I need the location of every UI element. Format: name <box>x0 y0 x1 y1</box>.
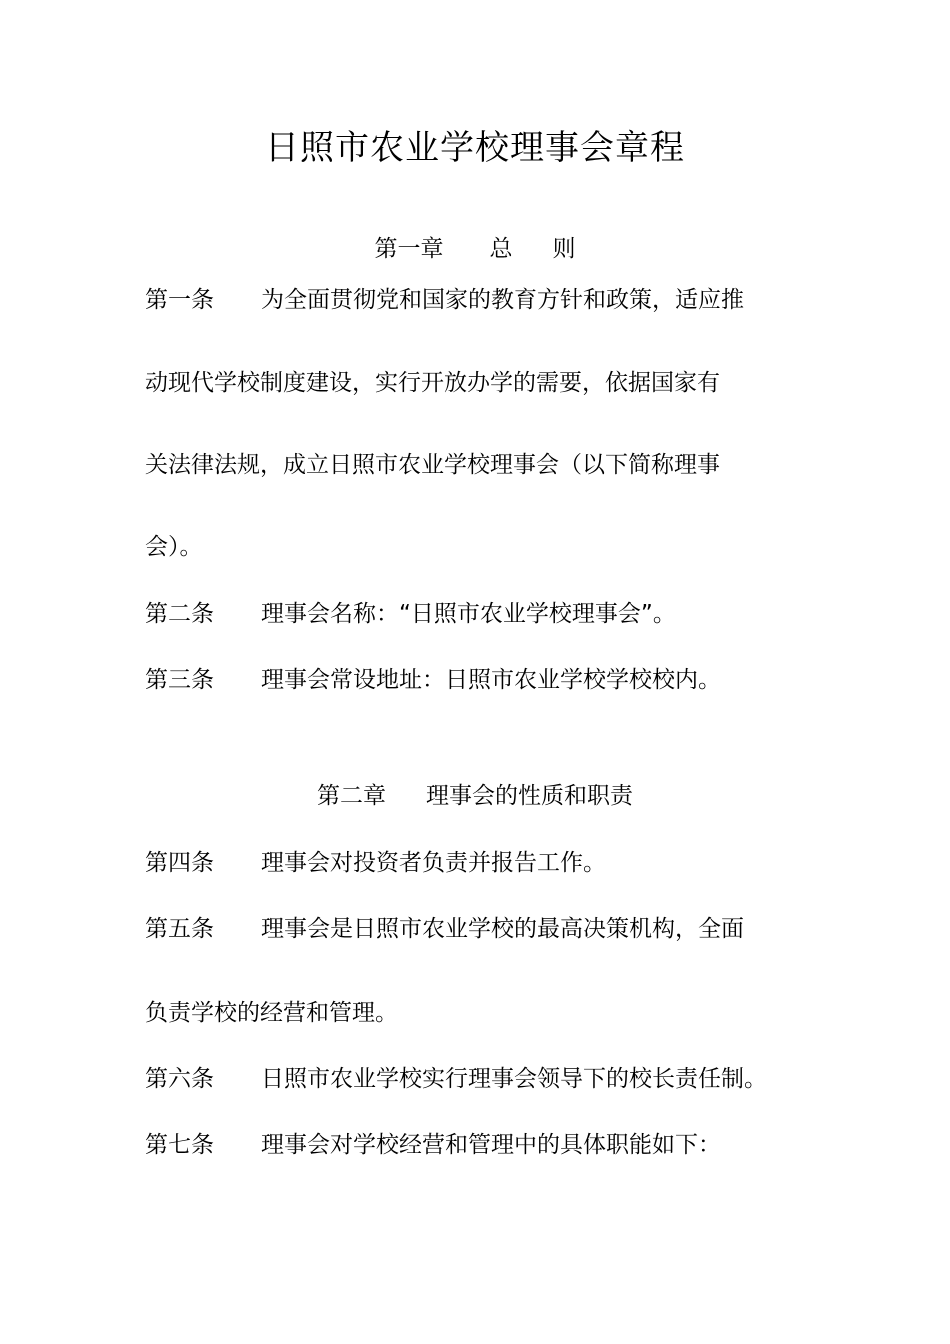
article-1-line-2: 动现代学校制度建设，实行开放办学的需要，依据国家有 <box>145 370 720 396</box>
article-6-label: 第六条 <box>145 1066 214 1092</box>
article-4 <box>145 846 606 880</box>
chapter-1-name-b: 则 <box>552 236 576 262</box>
article-1-line-4: 会）。 <box>145 534 203 560</box>
article-5-line-1 <box>145 912 744 946</box>
document-title: 日照市农业学校理事会章程 <box>265 128 685 168</box>
article-1-line-3: 关法律法规，成立日照市农业学校理事会（以下简称理事 <box>145 452 720 478</box>
article-2-text: 理事会名称：“日照市农业学校理事会”。 <box>261 601 676 627</box>
chapter-2-heading <box>0 779 950 813</box>
article-4-text: 理事会对投资者负责并报告工作。 <box>261 850 606 876</box>
chapter-1-name-a: 总 <box>489 236 513 262</box>
article-7 <box>145 1128 721 1162</box>
article-3 <box>145 663 721 697</box>
article-6 <box>145 1062 767 1096</box>
chapter-2-name: 理事会的性质和职责 <box>426 783 633 809</box>
article-3-label: 第三条 <box>145 667 214 693</box>
article-5-label: 第五条 <box>145 916 214 942</box>
article-7-label: 第七条 <box>145 1132 214 1158</box>
article-5-text-1: 理事会是日照市农业学校的最高决策机构，全面 <box>261 916 744 942</box>
article-5-line-2: 负责学校的经营和管理。 <box>145 1000 398 1026</box>
chapter-1-heading <box>0 232 950 266</box>
article-4-label: 第四条 <box>145 850 214 876</box>
article-7-text: 理事会对学校经营和管理中的具体职能如下： <box>261 1132 721 1158</box>
article-1-text-1: 为全面贯彻党和国家的教育方针和政策，适应推 <box>261 287 744 313</box>
article-2-label: 第二条 <box>145 601 214 627</box>
article-3-text: 理事会常设地址：日照市农业学校学校校内。 <box>261 667 721 693</box>
chapter-2-number: 第二章 <box>317 783 386 809</box>
chapter-1-number: 第一章 <box>374 236 444 262</box>
article-6-text: 日照市农业学校实行理事会领导下的校长责任制。 <box>261 1066 767 1092</box>
article-1-line-1 <box>145 283 744 317</box>
article-2 <box>145 597 676 631</box>
article-1-label: 第一条 <box>145 287 214 313</box>
